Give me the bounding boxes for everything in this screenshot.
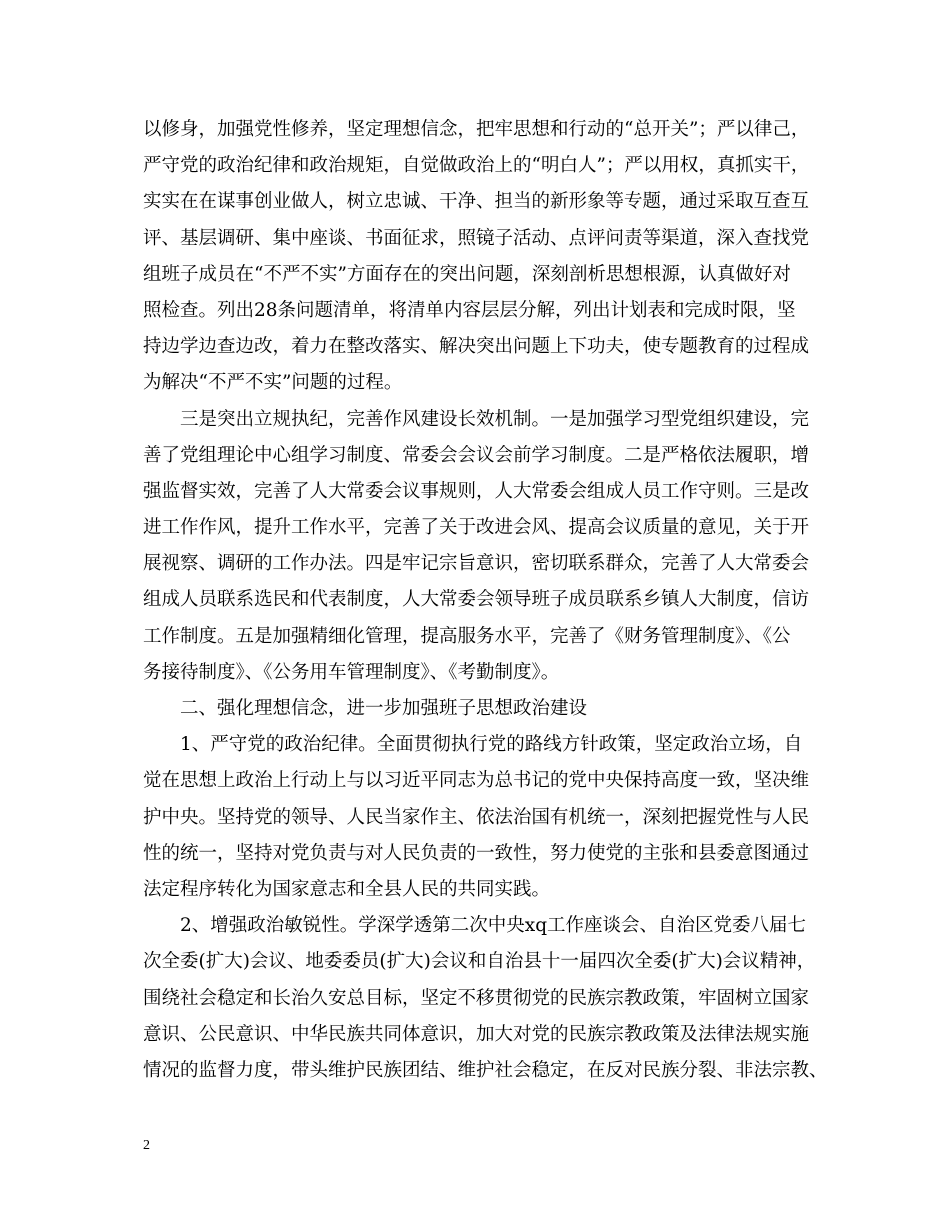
page-number: 2 [143, 1138, 150, 1153]
text-line: 2、增强政治敏锐性。学深学透第二次中央xq工作座谈会、自治区党委八届七 [180, 915, 807, 937]
paragraph [143, 112, 813, 402]
text-line: 实实在在谋事创业做人，树立忠诚、干净、担当的新形象等专题，通过采取互查互 [143, 191, 810, 213]
text-line: 为解决“不严不实”问题的过程。 [143, 372, 403, 394]
text-line: 组成人员联系选民和代表制度，人大常委会领导班子成员联系乡镇人大制度，信访 [143, 589, 810, 611]
text-line: 意识、公民意识、中华民族共同体意识，加大对党的民族宗教政策及法律法规实施 [143, 1023, 810, 1045]
text-line: 以修身，加强党性修养，坚定理想信念，把牢思想和行动的“总开关”；严以律己， [143, 119, 810, 140]
text-line: 展视察、调研的工作办法。四是牢记宗旨意识，密切联系群众，完善了人大常委会 [143, 553, 810, 575]
text-line: 评、基层调研、集中座谈、书面征求，照镜子活动、点评问责等渠道，深入查找党 [143, 227, 810, 249]
text-line: 照检查。列出28条问题清单，将清单内容层层分解，列出计划表和完成时限，坚 [143, 299, 796, 321]
paragraph [143, 727, 813, 908]
paragraph [143, 402, 813, 692]
text-line: 三是突出立规执纪，完善作风建设长效机制。一是加强学习型党组织建设，完 [180, 408, 810, 430]
text-line: 善了党组理论中心组学习制度、常委会会议会前学习制度。二是严格依法履职，增 [143, 444, 810, 466]
text-line: 法定程序转化为国家意志和全县人民的共同实践。 [143, 878, 551, 900]
text-line: 工作制度。五是加强精细化管理，提高服务水平，完善了《财务管理制度》、《公 [143, 625, 791, 647]
text-line: 情况的监督力度，带头维护民族团结、维护社会稳定，在反对民族分裂、非法宗教、 [143, 1059, 828, 1081]
text-line: 持边学边查边改，着力在整改落实、解决突出问题上下功夫，使专题教育的过程成 [143, 336, 810, 358]
text-line: 1、严守党的政治纪律。全面贯彻执行党的路线方针政策，坚定政治立场，自 [180, 734, 803, 756]
text-line: 围绕社会稳定和长治久安总目标，坚定不移贯彻党的民族宗教政策，牢固树立国家 [143, 987, 810, 1009]
text-line: 进工作作风，提升工作水平，完善了关于改进会风、提高会议质量的意见，关于开 [143, 517, 810, 539]
text-line: 护中央。坚持党的领导、人民当家作主、依法治国有机统一，深刻把握党性与人民 [143, 806, 810, 828]
text-line: 二、强化理想信念，进一步加强班子思想政治建设 [180, 698, 588, 719]
text-line: 强监督实效，完善了人大常委会议事规则，人大常委会组成人员工作守则。三是改 [143, 480, 810, 502]
paragraph [143, 908, 828, 1089]
text-line: 务接待制度》、《公务用车管理制度》、《考勤制度》。 [143, 661, 560, 683]
document-body [143, 112, 828, 1089]
text-line: 组班子成员在“不严不实”方面存在的突出问题，深刻剖析思想根源，认真做好对 [143, 263, 791, 285]
text-line: 严守党的政治纪律和政治规矩，自觉做政治上的“明白人”；严以用权，真抓实干， [143, 155, 810, 177]
text-line: 性的统一，坚持对党负责与对人民负责的一致性，努力使党的主张和县委意图通过 [143, 842, 810, 864]
paragraph [143, 691, 813, 727]
text-line: 觉在思想上政治上行动上与以习近平同志为总书记的党中央保持高度一致，坚决维 [143, 770, 810, 792]
text-line: 次全委(扩大)会议、地委委员(扩大)会议和自治县十一届四次全委(扩大)会议精神， [143, 951, 816, 973]
